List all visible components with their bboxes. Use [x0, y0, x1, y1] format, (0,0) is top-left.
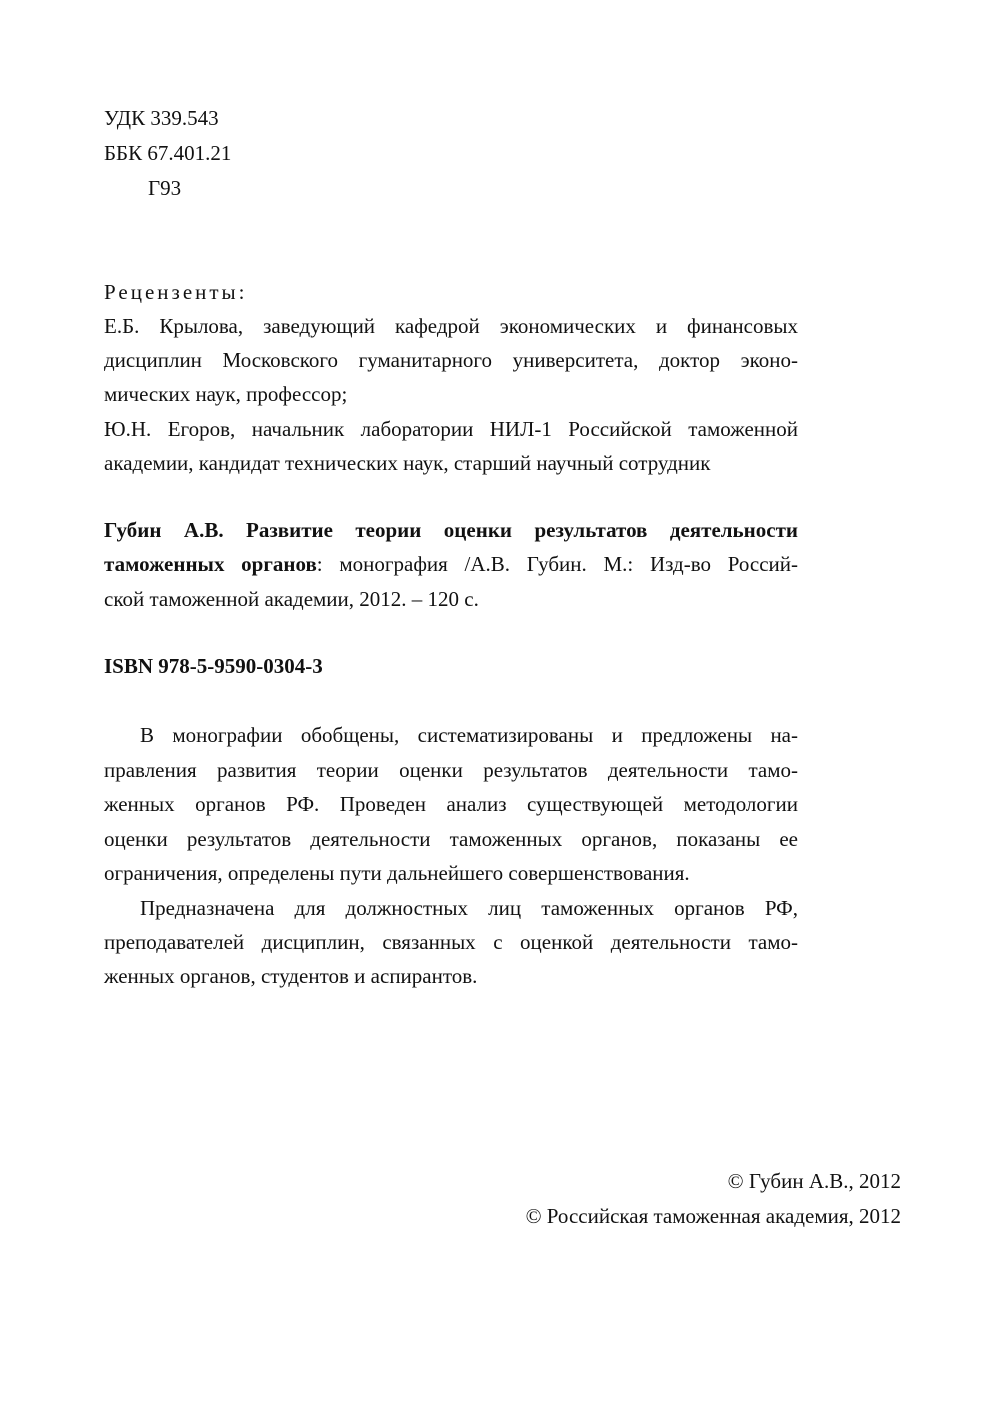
citation-line: ской таможенной академии, 2012. – 120 с.	[104, 587, 479, 611]
udk-code: УДК 339.543	[104, 106, 219, 130]
abstract-line: оценки результатов деятельности таможенных органов, показаны ее	[104, 827, 798, 851]
reviewers-heading: Рецензенты:	[104, 280, 248, 304]
abstract-line: женных органов, студентов и аспирантов.	[104, 964, 478, 988]
abstract-line: Предназначена для должностных лиц таможенных органов РФ,	[140, 896, 798, 920]
reviewer-line: мических наук, профессор;	[104, 382, 348, 406]
copyright-publisher: © Российская таможенная академия, 2012	[525, 1204, 901, 1228]
abstract-line: преподавателей дисциплин, связанных с оценкой деятельности тамо-	[104, 930, 798, 954]
isbn: ISBN 978-5-9590-0304-3	[104, 654, 323, 678]
abstract-line: женных органов РФ. Проведен анализ существующей методологии	[104, 792, 798, 816]
abstract-line: ограничения, определены пути дальнейшего совершенствования.	[104, 861, 690, 885]
copyright-author: © Губин А.В., 2012	[727, 1169, 901, 1193]
abstract-line: В монографии обобщены, систематизированы и предложены на-	[140, 723, 798, 747]
author-mark: Г93	[148, 176, 182, 200]
reviewer-line: Е.Б. Крылова, заведующий кафедрой экономических и финансовых	[104, 314, 798, 338]
reviewer-line: академии, кандидат технических наук, старший научный сотрудник	[104, 451, 711, 475]
citation-title-end: таможенных органов	[104, 552, 317, 576]
citation-publisher-start: : монография /А.В. Губин. М.: Изд-во Россий-	[316, 552, 798, 576]
reviewer-line: дисциплин Московского гуманитарного университета, доктор эконо-	[104, 348, 798, 372]
citation-line	[104, 554, 798, 575]
reviewer-line: Ю.Н. Егоров, начальник лаборатории НИЛ-1 Российской таможенной	[104, 417, 798, 441]
abstract-line: правления развития теории оценки результатов деятельности тамо-	[104, 758, 798, 782]
citation-title-line: Губин А.В. Развитие теории оценки результатов деятельности	[104, 518, 798, 542]
bbk-code: ББК 67.401.21	[104, 141, 232, 165]
